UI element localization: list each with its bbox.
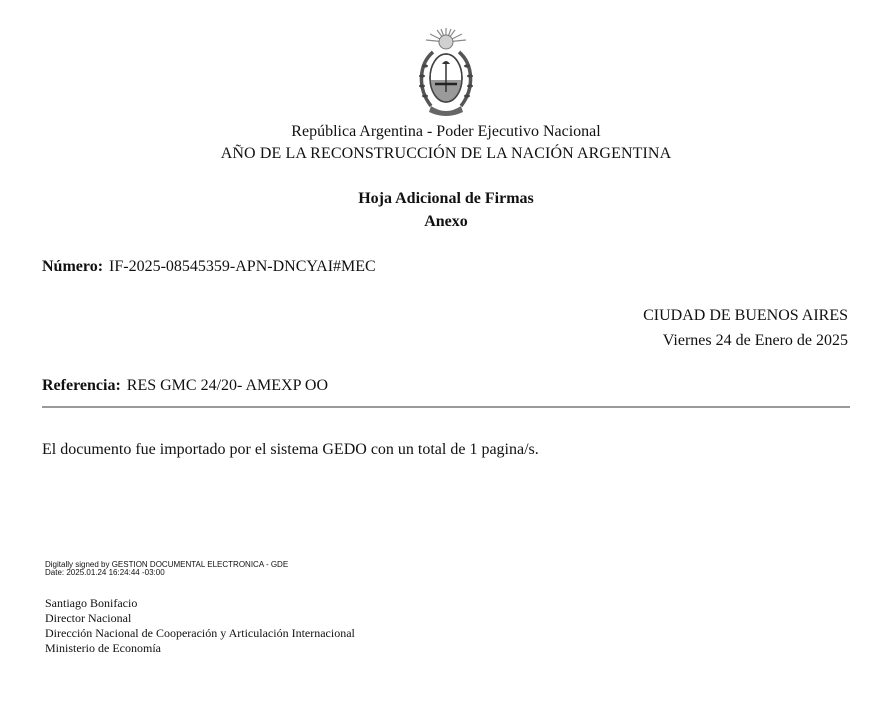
signer-office: Dirección Nacional de Cooperación y Articulación Internacional (45, 626, 355, 640)
document-date: Viernes 24 de Enero de 2025 (662, 332, 848, 349)
digital-signature-date: Date: 2025.01.24 16:24:44 -03:00 (45, 568, 165, 577)
signer-role: Director Nacional (45, 611, 132, 625)
signer-ministry: Ministerio de Economía (45, 641, 161, 655)
body-text: El documento fue importado por el sistema GEDO con un total de 1 pagina/s. (42, 441, 539, 458)
reference-label: Referencia: (42, 377, 121, 394)
city: CIUDAD DE BUENOS AIRES (643, 307, 848, 324)
document-title: Hoja Adicional de Firmas (358, 190, 534, 207)
coat-of-arms-icon (411, 26, 481, 122)
reference (42, 377, 328, 395)
reference-value: RES GMC 24/20- AMEXP OO (126, 377, 328, 394)
document-number-label: Número: (42, 258, 104, 275)
year-motto: AÑO DE LA RECONSTRUCCIÓN DE LA NACIÓN ARGENTINA (220, 145, 672, 162)
digital-signature-signer: Digitally signed by GESTION DOCUMENTAL ELECTRONICA - GDE (45, 560, 289, 569)
divider (42, 406, 850, 408)
republic-header: República Argentina - Poder Ejecutivo Nacional (291, 123, 601, 140)
document-number-value: IF-2025-08545359-APN-DNCYAI#MEC (109, 258, 376, 275)
signer-name: Santiago Bonifacio (45, 596, 138, 610)
document-number (42, 258, 376, 276)
digital-signature-block (45, 561, 288, 577)
signer-block (45, 596, 355, 656)
document-subtitle: Anexo (424, 213, 468, 230)
